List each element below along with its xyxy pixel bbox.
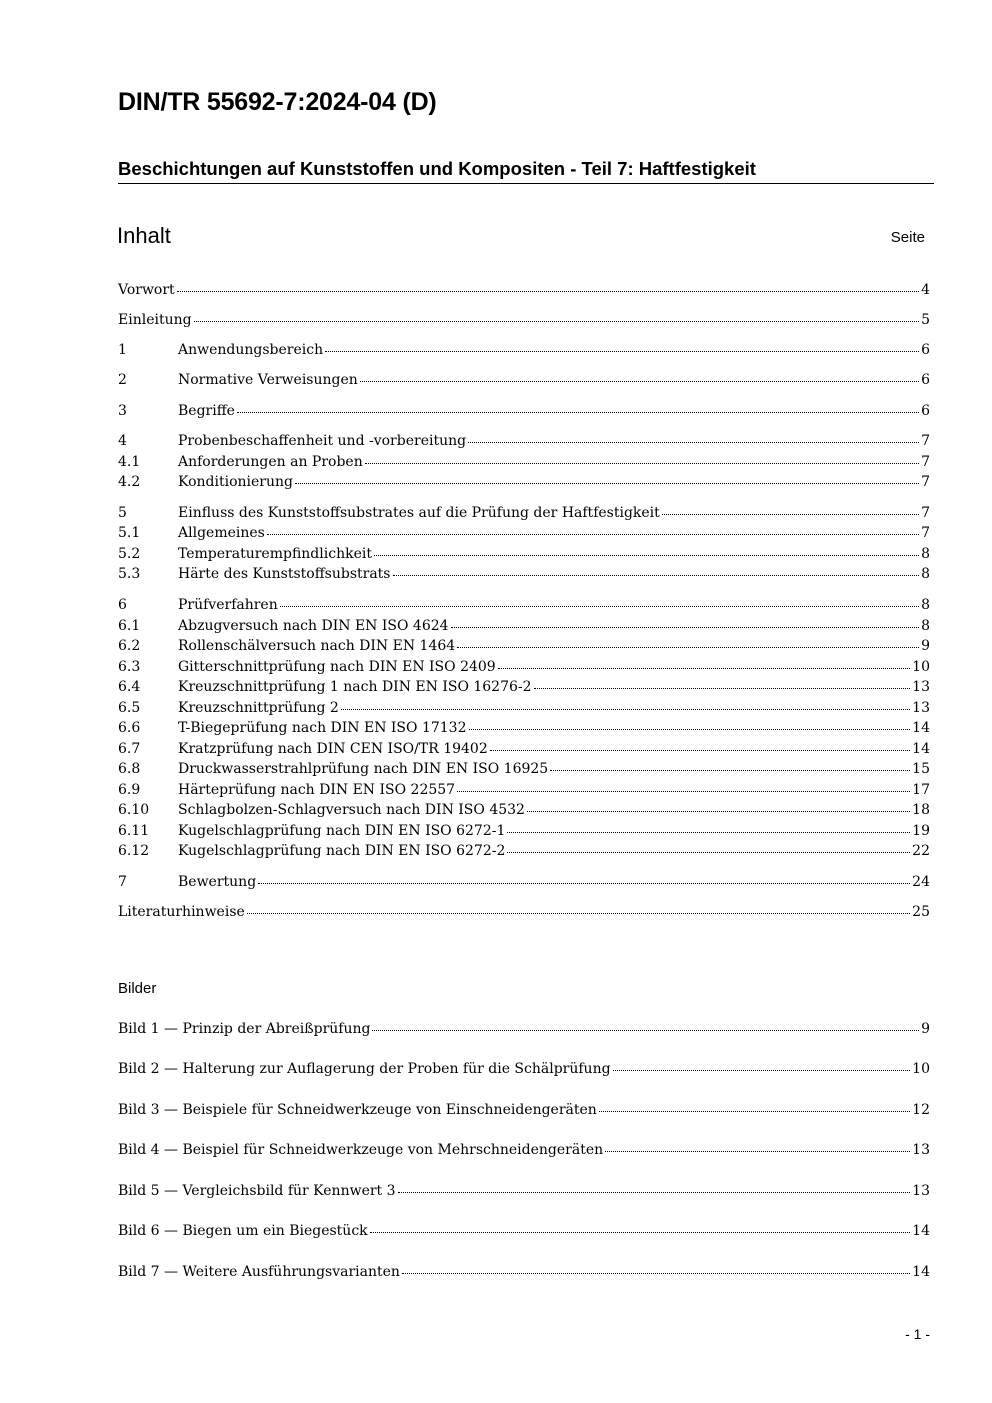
figure-entry-page: 14 — [912, 1223, 930, 1239]
toc-entry[interactable] — [118, 544, 930, 564]
toc-entry[interactable] — [118, 902, 930, 922]
toc-entry-number: 6.11 — [118, 823, 150, 839]
toc-leader-dots — [507, 852, 910, 853]
figure-entry-text: Bild 4 — Beispiel für Schneidwerkzeuge von Mehrschneidengeräten — [118, 1142, 604, 1158]
toc-entry[interactable] — [118, 564, 930, 584]
toc-leader-dots — [534, 688, 911, 689]
toc-leader-dots — [599, 1111, 910, 1112]
toc-entry-page: 22 — [912, 843, 930, 859]
toc-entry[interactable] — [118, 340, 930, 360]
toc-entry-text: Probenbeschaffenheit und -vorbereitung — [178, 433, 467, 449]
toc-entry[interactable] — [118, 523, 930, 543]
toc-leader-dots — [341, 709, 910, 710]
toc-entry-text: Temperaturempfindlichkeit — [178, 546, 372, 562]
toc-entry-text: Kugelschlagprüfung nach DIN EN ISO 6272-1 — [178, 823, 506, 839]
toc-leader-dots — [498, 668, 910, 669]
toc-leader-dots — [237, 412, 919, 413]
document-id: DIN/TR 55692-7:2024-04 (D) — [118, 88, 437, 116]
toc-leader-dots — [490, 750, 910, 751]
toc-leader-dots — [267, 534, 919, 535]
toc-entry-page: 5 — [921, 312, 930, 328]
figures-heading: Bilder — [118, 980, 157, 997]
toc-entry-text: Allgemeines — [178, 525, 265, 541]
figure-entry-page: 13 — [912, 1183, 930, 1199]
toc-leader-dots — [451, 627, 920, 628]
toc-entry-page: 10 — [912, 659, 930, 675]
toc-entry[interactable] — [118, 718, 930, 738]
toc-entry[interactable] — [118, 739, 930, 759]
toc-leader-dots — [398, 1192, 911, 1193]
toc-entry[interactable] — [118, 821, 930, 841]
toc-leader-dots — [662, 514, 919, 515]
toc-entry-text: Gitterschnittprüfung nach DIN EN ISO 2409 — [178, 659, 496, 675]
toc-entry-text: Härte des Kunststoffsubstrats — [178, 566, 391, 582]
toc-leader-dots — [468, 442, 919, 443]
toc-entry-text: Literaturhinweise — [118, 904, 245, 920]
toc-entry-page: 8 — [921, 566, 930, 582]
figure-entry-text: Bild 7 — Weitere Ausführungsvarianten — [118, 1264, 400, 1280]
figure-entry-page: 13 — [912, 1142, 930, 1158]
toc-entry-number: 7 — [118, 874, 127, 890]
toc-entry-text: Vorwort — [118, 282, 175, 298]
toc-entry-text: Anwendungsbereich — [178, 342, 324, 358]
toc-entry-page: 14 — [912, 741, 930, 757]
toc-entry[interactable] — [118, 431, 930, 451]
toc-entry-text: Druckwasserstrahlprüfung nach DIN EN ISO 16925 — [178, 761, 549, 777]
figure-entry[interactable] — [118, 1181, 930, 1201]
toc-entry[interactable] — [118, 401, 930, 421]
toc-entry-text: Einfluss des Kunststoffsubstrates auf die Prüfung der Haftfestigkeit — [178, 505, 660, 521]
toc-entry-text: Anforderungen an Proben — [178, 454, 363, 470]
toc-entry-number: 2 — [118, 372, 127, 388]
toc-entry-text: Begriffe — [178, 403, 235, 419]
toc-entry-page: 9 — [921, 638, 930, 654]
toc-entry-number: 5.2 — [118, 546, 141, 562]
toc-entry[interactable] — [118, 280, 930, 300]
toc-entry[interactable] — [118, 595, 930, 615]
toc-leader-dots — [374, 555, 919, 556]
toc-entry-number: 3 — [118, 403, 127, 419]
toc-entry-page: 18 — [912, 802, 930, 818]
toc-entry-text: Einleitung — [118, 312, 192, 328]
toc-entry-number: 1 — [118, 342, 127, 358]
figure-entry[interactable] — [118, 1221, 930, 1241]
toc-entry-page: 17 — [912, 782, 930, 798]
toc-leader-dots — [194, 321, 920, 322]
toc-entry[interactable] — [118, 472, 930, 492]
figure-entry[interactable] — [118, 1100, 930, 1120]
figure-entry-text: Bild 5 — Vergleichsbild für Kennwert 3 — [118, 1183, 396, 1199]
toc-leader-dots — [247, 913, 910, 914]
page-number: - 1 - — [905, 1326, 930, 1342]
toc-entry[interactable] — [118, 800, 930, 820]
toc-entry-page: 15 — [912, 761, 930, 777]
toc-entry-number: 6.8 — [118, 761, 141, 777]
toc-leader-dots — [393, 575, 920, 576]
toc-entry-number: 6.3 — [118, 659, 141, 675]
toc-entry-page: 7 — [921, 474, 930, 490]
toc-entry-number: 4 — [118, 433, 127, 449]
figure-entry-page: 14 — [912, 1264, 930, 1280]
document-title: Beschichtungen auf Kunststoffen und Kompositen - Teil 7: Haftfestigkeit — [118, 158, 934, 184]
toc-entry-text: Kreuzschnittprüfung 2 — [178, 700, 339, 716]
toc-leader-dots — [457, 647, 919, 648]
toc-entry-number: 5.3 — [118, 566, 141, 582]
toc-entry-page: 7 — [921, 525, 930, 541]
toc-entry-text: Abzugversuch nach DIN EN ISO 4624 — [178, 618, 449, 634]
toc-page-column-label: Seite — [890, 229, 925, 246]
toc-entry-text: T-Biegeprüfung nach DIN EN ISO 17132 — [178, 720, 467, 736]
toc-entry-page: 8 — [921, 546, 930, 562]
toc-entry-number: 6.7 — [118, 741, 141, 757]
toc-entry-page: 7 — [921, 505, 930, 521]
toc-leader-dots — [457, 791, 910, 792]
toc-entry-page: 6 — [921, 403, 930, 419]
toc-leader-dots — [360, 381, 919, 382]
toc-entry-page: 6 — [921, 372, 930, 388]
figure-entry-text: Bild 1 — Prinzip der Abreißprüfung — [118, 1021, 371, 1037]
toc-entry[interactable] — [118, 310, 930, 330]
toc-entry-text: Schlagbolzen-Schlagversuch nach DIN ISO 4532 — [178, 802, 525, 818]
toc-entry[interactable] — [118, 872, 930, 892]
toc-entry[interactable] — [118, 452, 930, 472]
toc-entry-number: 6.6 — [118, 720, 141, 736]
toc-entry-number: 5 — [118, 505, 127, 521]
toc-entry-page: 4 — [921, 282, 930, 298]
toc-entry-number: 6 — [118, 597, 127, 613]
toc-entry[interactable] — [118, 636, 930, 656]
toc-leader-dots — [258, 883, 910, 884]
toc-entry-number: 6.10 — [118, 802, 150, 818]
toc-leader-dots — [177, 291, 919, 292]
toc-entry-number: 6.9 — [118, 782, 141, 798]
toc-heading: Inhalt — [117, 223, 171, 248]
toc-entry[interactable] — [118, 677, 930, 697]
toc-entry-number: 6.5 — [118, 700, 141, 716]
toc-entry-page: 13 — [912, 700, 930, 716]
toc-leader-dots — [370, 1232, 911, 1233]
toc-leader-dots — [527, 811, 910, 812]
toc-entry-page: 14 — [912, 720, 930, 736]
toc-leader-dots — [469, 729, 911, 730]
toc-entry-text: Härteprüfung nach DIN EN ISO 22557 — [178, 782, 456, 798]
figure-entry[interactable] — [118, 1262, 930, 1282]
toc-entry-text: Normative Verweisungen — [178, 372, 358, 388]
figure-entry[interactable] — [118, 1019, 930, 1039]
figure-entry-text: Bild 6 — Biegen um ein Biegestück — [118, 1223, 368, 1239]
toc-entry-page: 7 — [921, 433, 930, 449]
figure-entry-page: 9 — [921, 1021, 930, 1037]
toc-entry[interactable] — [118, 780, 930, 800]
figure-entry[interactable] — [118, 1140, 930, 1160]
toc-entry-number: 5.1 — [118, 525, 141, 541]
figure-entry-text: Bild 2 — Halterung zur Auflagerung der Proben für die Schälprüfung — [118, 1061, 611, 1077]
toc-leader-dots — [613, 1070, 911, 1071]
toc-entry-text: Kugelschlagprüfung nach DIN EN ISO 6272-2 — [178, 843, 506, 859]
toc-entry-text: Bewertung — [178, 874, 257, 890]
toc-entry-number: 6.1 — [118, 618, 141, 634]
toc-entry-number: 6.12 — [118, 843, 150, 859]
toc-leader-dots — [280, 606, 919, 607]
toc-leader-dots — [295, 483, 919, 484]
toc-entry-number: 4.2 — [118, 474, 141, 490]
toc-leader-dots — [507, 832, 910, 833]
toc-leader-dots — [605, 1151, 910, 1152]
toc-entry-page: 13 — [912, 679, 930, 695]
toc-leader-dots — [325, 351, 919, 352]
toc-entry-text: Kratzprüfung nach DIN CEN ISO/TR 19402 — [178, 741, 488, 757]
figure-entry-page: 10 — [912, 1061, 930, 1077]
toc-entry[interactable] — [118, 616, 930, 636]
toc-entry[interactable] — [118, 759, 930, 779]
toc-entry[interactable] — [118, 503, 930, 523]
toc-entry-page: 24 — [912, 874, 930, 890]
toc-entry[interactable] — [118, 698, 930, 718]
toc-entry-page: 6 — [921, 342, 930, 358]
toc-entry[interactable] — [118, 657, 930, 677]
toc-entry-text: Rollenschälversuch nach DIN EN 1464 — [178, 638, 456, 654]
toc-entry-page: 8 — [921, 618, 930, 634]
toc-entry-text: Konditionierung — [178, 474, 293, 490]
toc-entry-text: Prüfverfahren — [178, 597, 278, 613]
toc-entry-number: 6.4 — [118, 679, 141, 695]
figure-entry-page: 12 — [912, 1102, 930, 1118]
toc-entry[interactable] — [118, 370, 930, 390]
toc-entry-page: 7 — [921, 454, 930, 470]
toc-entry-number: 6.2 — [118, 638, 141, 654]
toc-leader-dots — [372, 1030, 919, 1031]
toc-entry[interactable] — [118, 841, 930, 861]
toc-leader-dots — [550, 770, 910, 771]
toc-entry-page: 19 — [912, 823, 930, 839]
figure-entry-text: Bild 3 — Beispiele für Schneidwerkzeuge von Einschneidengeräten — [118, 1102, 597, 1118]
toc-leader-dots — [402, 1273, 910, 1274]
toc-entry-page: 8 — [921, 597, 930, 613]
toc-leader-dots — [365, 463, 919, 464]
figure-entry[interactable] — [118, 1059, 930, 1079]
toc-entry-text: Kreuzschnittprüfung 1 nach DIN EN ISO 16276-2 — [178, 679, 532, 695]
toc-entry-page: 25 — [912, 904, 930, 920]
toc-entry-number: 4.1 — [118, 454, 141, 470]
